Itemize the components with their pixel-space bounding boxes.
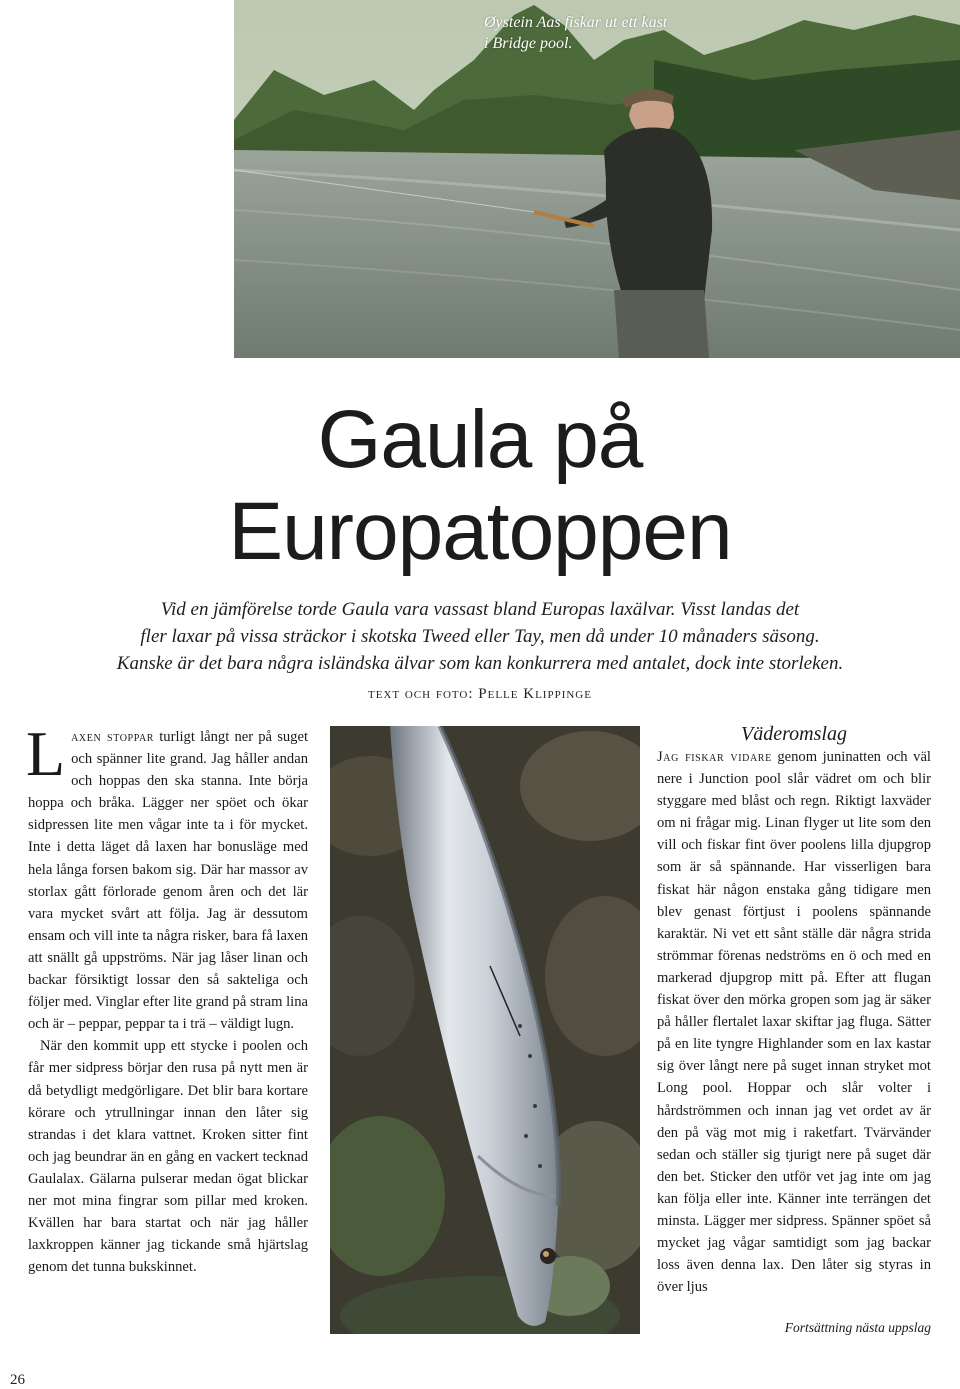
drop-cap: L [26,718,66,789]
byline [0,686,960,703]
photo-caption [484,12,744,54]
right-column [657,722,931,1298]
left-paragraph-1-text: turligt långt ner på suget och spänner lite grand. Jag håller andan och hoppas den ska stanna. Inte börja hoppa och bråka. Lägger ner spöet och ökar sidpressen lite men vågar inte ta i för mycket. Inte i detta läget då laxen har bonusläge med hela långa forsen bakom sig. Där har massor av storlax gått förlorade genom åren och det lär vara mycket svårt att följa. Jag är dessutom ensam och vill inte ta några risker, bara få laxen att snällt gå uppströms. När jag låser linan och backar försiktigt lossar den så sakteliga och följer med. Vinglar efter lite grand på stram lina och är – peppar, peppar ta i trä – väldigt lugn. [28,729,309,1033]
headline-line-2: Europatoppen [228,486,732,577]
continued-note: Fortsättning nästa uppslag [784,1320,931,1335]
photo-caption-line-1: Øystein Aas fiskar ut ett kast [484,14,668,31]
left-paragraph-2: När den kommit upp ett stycke i poolen och får mer sidpress börjar den rusa på nytt men är då betydligt medgörligare. Det blir bara kortare körare och ytrullningar innan den låter sig strandas i det klara vattnet. Kroken sitter fint och jag beundrar än en gång en vackert tecknad Gaulalax. Gälarna pulserar medan ögat blickar ner mot mina fingrar som pillar med kroken. Kvällen har bara startat och när jag håller laxkroppen känner jag tickande små hjärtslag genom det tunna bukskinnet. [28,1038,308,1276]
article-lead [60,596,900,677]
right-paragraph-1 [657,746,931,1298]
byline-prefix: text och foto: [368,686,474,702]
lead-line-3: Kanske är det bara några isländska älvar som kan konkurrera med antalet, dock inte storleken. [116,653,844,674]
article-headline [0,394,960,578]
right-opening-smallcaps: Jag fiskar vidare [657,749,772,765]
lead-line-2: fler laxar på vissa sträckor i skotska Tweed eller Tay, men då under 10 månaders säsong. [140,626,820,647]
section-heading: Väderomslag [741,723,847,745]
angler-photo [234,0,960,358]
photo-caption-line-2: i Bridge pool. [484,35,573,52]
headline-line-1: Gaula på [317,394,643,485]
left-opening-smallcaps: axen stoppar [71,729,155,745]
salmon-photo-illustration [330,726,640,1334]
byline-author: Pelle Klippinge [478,686,592,702]
lead-line-1: Vid en jämförelse torde Gaula vara vassast bland Europas laxälvar. Visst landas det [160,599,800,620]
right-paragraph-1-text: genom juninatten och väl nere i Junction pool slår vädret om och blir styggare med blåst och regn. Riktigt laxväder om ni frågar mig. Linan flyger ut lite som den vill och fiskar fint över poolens lilla djupgrop som är så spännande. Har visserligen bara fiskat här någon enstaka gång tidigare men blev genast förtjust i poolens spännande karaktär. Ni vet ett sånt ställe där några strida strömmar förenas nedströms en ö och med en markerad djupgrop mitt på. Efter att flugan fiskat över den mörka gropen som jag är säker på håller flertalet laxar skiftar jag fluga. Sätter på en lite tyngre Highlander som en lax kastar sig över långt nere på suget innan stryket mot Long pool. Hoppar och slår volter i hårdströmmen och innan jag vet ordet av är den på väg mot mig i raketfart. Tvärvänder sedan och ställer sig tjurigt nere på suget där den bet. Sticker den utför vet jag inte om jag kan följa eller inte. Känner inte terrängen det minsta. Lägger mer sidpress. Spänner spöet så mycket jag vågar samtidigt som jag backar loss även denna lax. Den låter sig styras in över ljus [657,749,931,1296]
page-number: 26 [10,1372,25,1388]
left-column [26,718,309,1278]
left-paragraph-1 [26,718,309,1035]
salmon-photo [330,726,640,1334]
